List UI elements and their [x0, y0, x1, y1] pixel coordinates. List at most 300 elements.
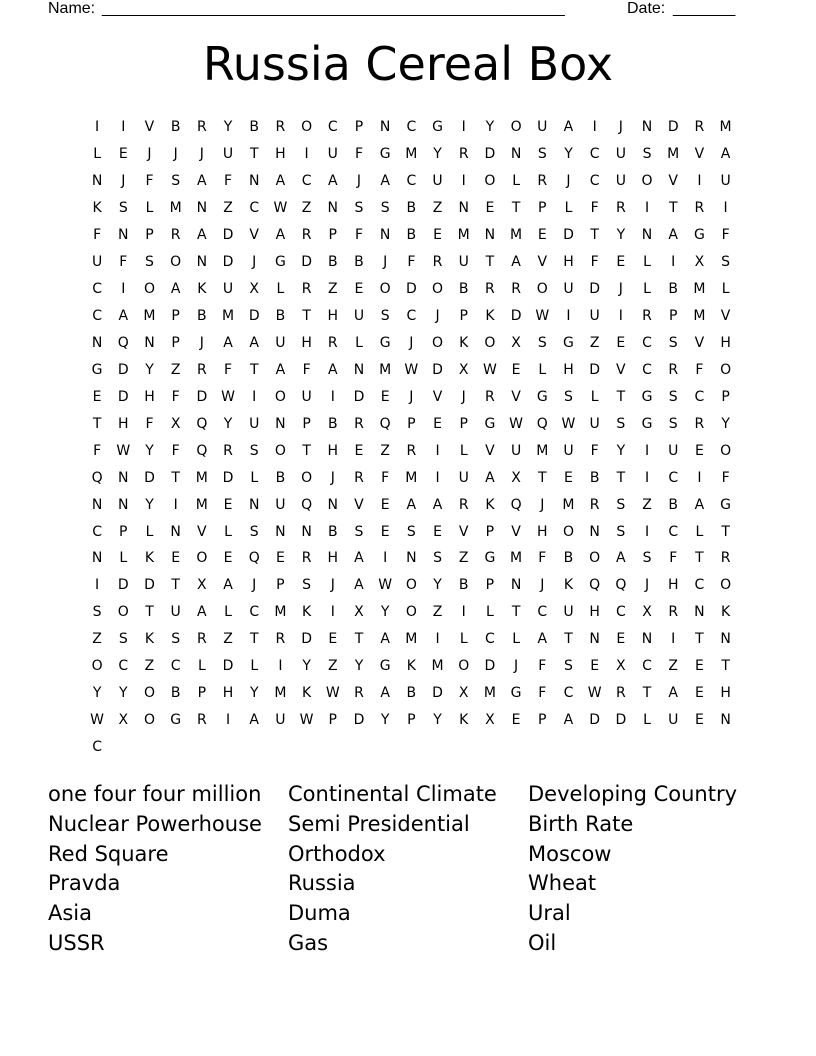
grid-letter[interactable]: D [301, 254, 312, 271]
grid-letter[interactable]: Q [117, 334, 129, 351]
grid-letter[interactable]: B [589, 469, 600, 486]
grid-letter[interactable]: B [563, 550, 574, 567]
grid-letter[interactable]: R [694, 415, 705, 432]
grid-letter[interactable]: K [485, 308, 495, 325]
grid-letter[interactable]: H [720, 334, 731, 351]
grid-letter[interactable]: I [278, 658, 283, 675]
grid-letter[interactable]: D [222, 469, 234, 486]
grid-letter[interactable]: R [615, 685, 626, 702]
grid-letter[interactable]: V [354, 496, 364, 513]
grid-letter[interactable]: D [144, 577, 155, 594]
grid-letter[interactable]: N [641, 631, 653, 648]
grid-letter[interactable]: Y [433, 146, 442, 163]
grid-letter[interactable]: A [563, 119, 574, 136]
grid-letter[interactable]: L [197, 658, 206, 675]
grid-letter[interactable]: B [668, 281, 679, 298]
grid-letter[interactable]: R [694, 200, 705, 217]
grid-letter[interactable]: O [562, 523, 574, 540]
grid-letter[interactable]: Y [380, 712, 390, 729]
grid-letter[interactable]: D [222, 254, 234, 271]
grid-letter[interactable]: Y [380, 604, 390, 621]
grid-letter[interactable]: D [405, 281, 417, 298]
grid-letter[interactable]: N [248, 173, 260, 190]
grid-letter[interactable]: D [589, 712, 601, 729]
grid-letter[interactable]: U [589, 415, 600, 432]
grid-letter[interactable]: G [720, 496, 732, 513]
grid-letter[interactable]: Y [145, 496, 154, 513]
grid-letter[interactable]: I [252, 388, 257, 405]
grid-letter[interactable]: N [91, 496, 103, 513]
grid-letter[interactable]: L [145, 200, 154, 217]
grid-letter[interactable]: V [144, 119, 155, 136]
grid-letter[interactable]: E [92, 388, 102, 405]
grid-letter[interactable]: J [514, 658, 519, 675]
grid-letter[interactable]: E [328, 631, 338, 648]
grid-letter[interactable]: F [171, 388, 180, 405]
grid-letter[interactable]: K [197, 281, 207, 298]
grid-letter[interactable]: O [720, 361, 732, 378]
grid-letter[interactable]: D [222, 227, 234, 244]
grid-letter[interactable]: U [720, 173, 731, 190]
grid-letter[interactable]: V [616, 361, 626, 378]
grid-letter[interactable]: R [301, 227, 312, 244]
grid-letter[interactable]: Y [119, 685, 128, 702]
grid-letter[interactable]: Q [510, 496, 522, 513]
grid-letter[interactable]: U [275, 712, 286, 729]
grid-letter[interactable]: E [354, 442, 364, 459]
grid-letter[interactable]: X [511, 469, 521, 486]
grid-letter[interactable]: D [353, 712, 365, 729]
grid-letter[interactable]: N [510, 577, 522, 594]
grid-letter[interactable]: H [327, 308, 339, 325]
grid-letter[interactable]: D [615, 712, 627, 729]
grid-letter[interactable]: A [197, 604, 207, 621]
grid-letter[interactable]: N [196, 254, 208, 271]
grid-letter[interactable]: W [561, 415, 576, 432]
grid-letter[interactable]: I [697, 173, 702, 190]
grid-letter[interactable]: C [170, 658, 181, 675]
grid-letter[interactable]: N [458, 200, 469, 217]
grid-letter[interactable]: Y [616, 442, 626, 459]
grid-letter[interactable]: L [250, 469, 259, 486]
grid-letter[interactable]: B [458, 577, 469, 594]
grid-letter[interactable]: G [170, 712, 182, 729]
grid-letter[interactable]: K [406, 658, 416, 675]
grid-letter[interactable]: C [301, 173, 312, 190]
grid-letter[interactable]: F [590, 254, 599, 271]
grid-letter[interactable]: D [196, 388, 208, 405]
grid-letter[interactable]: V [485, 442, 495, 459]
grid-letter[interactable]: W [299, 712, 314, 729]
grid-letter[interactable]: O [536, 281, 548, 298]
grid-letter[interactable]: H [563, 254, 574, 271]
grid-letter[interactable]: F [538, 658, 547, 675]
grid-letter[interactable]: E [223, 496, 233, 513]
grid-letter[interactable]: U [301, 388, 312, 405]
grid-letter[interactable]: H [589, 604, 600, 621]
grid-letter[interactable]: T [616, 469, 626, 486]
grid-letter[interactable]: M [562, 496, 575, 513]
grid-letter[interactable]: S [642, 146, 652, 163]
grid-letter[interactable]: A [563, 712, 574, 729]
grid-letter[interactable]: V [249, 227, 259, 244]
grid-letter[interactable]: D [353, 388, 365, 405]
grid-letter[interactable]: O [301, 469, 313, 486]
grid-letter[interactable]: A [327, 173, 338, 190]
grid-letter[interactable]: L [355, 334, 363, 351]
grid-letter[interactable]: N [694, 604, 705, 621]
grid-letter[interactable]: S [380, 200, 390, 217]
grid-letter[interactable]: N [275, 523, 286, 540]
grid-letter[interactable]: Z [589, 334, 600, 351]
grid-letter[interactable]: L [459, 631, 468, 648]
grid-letter[interactable]: F [145, 415, 154, 432]
grid-letter[interactable]: L [643, 712, 651, 729]
grid-letter[interactable]: O [91, 658, 103, 675]
grid-letter[interactable]: R [668, 604, 679, 621]
grid-letter[interactable]: A [720, 146, 731, 163]
grid-letter[interactable]: J [540, 496, 545, 513]
grid-letter[interactable]: S [564, 658, 573, 675]
grid-letter[interactable]: H [327, 550, 339, 567]
grid-letter[interactable]: T [721, 523, 730, 540]
grid-letter[interactable]: I [121, 119, 126, 136]
grid-letter[interactable]: E [564, 469, 573, 486]
grid-letter[interactable]: E [433, 523, 442, 540]
grid-letter[interactable]: T [695, 550, 704, 567]
grid-letter[interactable]: M [693, 308, 706, 325]
grid-letter[interactable]: C [249, 200, 260, 217]
grid-letter[interactable]: Y [564, 146, 573, 163]
grid-letter[interactable]: J [330, 577, 335, 594]
grid-letter[interactable]: A [197, 173, 207, 190]
grid-letter[interactable]: T [721, 658, 730, 675]
grid-letter[interactable]: T [642, 685, 652, 702]
grid-letter[interactable]: L [93, 146, 101, 163]
grid-letter[interactable]: A [380, 685, 390, 702]
grid-letter[interactable]: Y [92, 685, 102, 702]
grid-letter[interactable]: W [221, 388, 235, 405]
grid-letter[interactable]: S [249, 442, 259, 459]
grid-letter[interactable]: G [379, 334, 391, 351]
grid-letter[interactable]: T [668, 200, 678, 217]
grid-letter[interactable]: M [405, 631, 418, 648]
grid-letter[interactable]: N [641, 119, 653, 136]
grid-letter[interactable]: C [589, 173, 600, 190]
grid-letter[interactable]: H [301, 334, 312, 351]
grid-letter[interactable]: I [723, 200, 728, 217]
grid-letter[interactable]: S [616, 523, 626, 540]
grid-letter[interactable]: A [327, 361, 338, 378]
grid-letter[interactable]: S [616, 496, 626, 513]
grid-letter[interactable]: C [406, 119, 417, 136]
grid-letter[interactable]: D [117, 388, 129, 405]
grid-letter[interactable]: M [274, 604, 287, 621]
grid-letter[interactable]: E [380, 523, 390, 540]
grid-letter[interactable]: G [379, 146, 391, 163]
grid-letter[interactable]: A [275, 227, 286, 244]
grid-letter[interactable]: O [589, 550, 601, 567]
grid-letter[interactable]: X [354, 604, 364, 621]
grid-letter[interactable]: N [91, 550, 103, 567]
grid-letter[interactable]: A [432, 496, 443, 513]
grid-letter[interactable]: I [671, 254, 676, 271]
grid-letter[interactable]: M [483, 685, 496, 702]
grid-letter[interactable]: B [275, 469, 286, 486]
grid-letter[interactable]: S [406, 523, 416, 540]
grid-letter[interactable]: N [170, 523, 181, 540]
grid-letter[interactable]: A [223, 577, 233, 594]
grid-letter[interactable]: A [616, 550, 626, 567]
grid-letter[interactable]: H [327, 442, 339, 459]
grid-letter[interactable]: R [275, 631, 286, 648]
grid-letter[interactable]: A [275, 173, 286, 190]
grid-letter[interactable]: C [92, 308, 102, 325]
grid-letter[interactable]: X [616, 658, 626, 675]
grid-letter[interactable]: R [301, 550, 312, 567]
grid-letter[interactable]: C [406, 308, 417, 325]
grid-letter[interactable]: C [537, 604, 548, 621]
grid-letter[interactable]: O [143, 281, 155, 298]
grid-letter[interactable]: J [199, 334, 204, 351]
grid-letter[interactable]: G [641, 415, 653, 432]
grid-letter[interactable]: R [196, 712, 207, 729]
grid-letter[interactable]: F [538, 685, 547, 702]
grid-letter[interactable]: O [143, 712, 155, 729]
grid-letter[interactable]: P [302, 415, 311, 432]
grid-letter[interactable]: Q [91, 469, 103, 486]
grid-letter[interactable]: W [482, 361, 497, 378]
grid-letter[interactable]: M [510, 550, 523, 567]
grid-letter[interactable]: P [354, 119, 364, 136]
grid-letter[interactable]: E [511, 361, 521, 378]
grid-letter[interactable]: Z [668, 658, 679, 675]
grid-letter[interactable]: A [406, 496, 417, 513]
grid-letter[interactable]: D [510, 308, 522, 325]
grid-letter[interactable]: S [249, 523, 259, 540]
grid-letter[interactable]: I [330, 604, 335, 621]
grid-letter[interactable]: C [485, 631, 495, 648]
grid-letter[interactable]: B [354, 254, 364, 271]
grid-letter[interactable]: P [407, 415, 416, 432]
grid-letter[interactable]: P [538, 712, 547, 729]
grid-letter[interactable]: A [354, 577, 364, 594]
grid-letter[interactable]: P [328, 227, 337, 244]
grid-letter[interactable]: R [589, 496, 600, 513]
grid-letter[interactable]: S [302, 577, 312, 594]
grid-letter[interactable]: J [461, 388, 466, 405]
grid-letter[interactable]: O [720, 442, 732, 459]
grid-letter[interactable]: E [537, 227, 547, 244]
grid-letter[interactable]: U [668, 442, 679, 459]
grid-letter[interactable]: E [616, 254, 626, 271]
grid-letter[interactable]: O [196, 550, 208, 567]
grid-letter[interactable]: E [694, 685, 704, 702]
grid-letter[interactable]: T [695, 631, 704, 648]
grid-letter[interactable]: V [432, 388, 443, 405]
grid-letter[interactable]: Z [170, 361, 181, 378]
grid-letter[interactable]: Q [379, 415, 391, 432]
grid-letter[interactable]: P [721, 388, 730, 405]
grid-letter[interactable]: D [117, 577, 129, 594]
grid-letter[interactable]: J [618, 119, 623, 136]
grid-letter[interactable]: J [383, 254, 388, 271]
grid-letter[interactable]: O [170, 254, 182, 271]
grid-letter[interactable]: U [563, 442, 574, 459]
grid-letter[interactable]: Z [327, 281, 338, 298]
grid-letter[interactable]: Z [223, 200, 233, 217]
grid-letter[interactable]: J [540, 577, 545, 594]
grid-letter[interactable]: A [170, 281, 181, 298]
grid-letter[interactable]: D [667, 119, 679, 136]
grid-letter[interactable]: F [354, 227, 363, 244]
grid-letter[interactable]: I [461, 173, 466, 190]
grid-letter[interactable]: S [433, 550, 442, 567]
grid-letter[interactable]: F [354, 146, 363, 163]
grid-letter[interactable]: G [91, 361, 103, 378]
grid-letter[interactable]: W [509, 415, 524, 432]
grid-letter[interactable]: N [301, 523, 312, 540]
grid-letter[interactable]: F [302, 361, 311, 378]
grid-letter[interactable]: H [720, 685, 731, 702]
grid-letter[interactable]: R [406, 442, 417, 459]
grid-letter[interactable]: I [330, 388, 335, 405]
grid-letter[interactable]: I [566, 308, 571, 325]
grid-letter[interactable]: J [173, 146, 178, 163]
grid-letter[interactable]: U [510, 442, 522, 459]
grid-letter[interactable]: Z [223, 631, 233, 648]
grid-letter[interactable]: N [353, 361, 365, 378]
grid-letter[interactable]: M [536, 442, 549, 459]
grid-letter[interactable]: N [118, 469, 129, 486]
grid-letter[interactable]: A [249, 334, 259, 351]
grid-letter[interactable]: W [325, 685, 340, 702]
grid-letter[interactable]: Z [432, 604, 443, 621]
grid-letter[interactable]: X [642, 604, 652, 621]
grid-letter[interactable]: A [694, 496, 705, 513]
grid-letter[interactable]: G [432, 119, 443, 136]
grid-letter[interactable]: J [409, 388, 414, 405]
grid-letter[interactable]: M [667, 146, 680, 163]
grid-letter[interactable]: M [379, 361, 392, 378]
grid-letter[interactable]: H [144, 388, 155, 405]
grid-letter[interactable]: C [327, 119, 338, 136]
grid-letter[interactable]: O [405, 604, 417, 621]
grid-letter[interactable]: L [276, 281, 285, 298]
grid-letter[interactable]: C [563, 685, 574, 702]
grid-letter[interactable]: M [195, 469, 208, 486]
grid-letter[interactable]: U [275, 496, 286, 513]
grid-letter[interactable]: Z [92, 631, 102, 648]
grid-letter[interactable]: S [721, 254, 731, 271]
grid-letter[interactable]: E [694, 712, 704, 729]
grid-letter[interactable]: J [435, 308, 440, 325]
grid-letter[interactable]: F [590, 200, 599, 217]
grid-letter[interactable]: G [484, 550, 496, 567]
grid-letter[interactable]: W [90, 712, 105, 729]
grid-letter[interactable]: A [197, 227, 207, 244]
grid-letter[interactable]: O [405, 577, 417, 594]
grid-letter[interactable]: N [720, 712, 731, 729]
grid-letter[interactable]: W [273, 200, 288, 217]
grid-letter[interactable]: Q [589, 577, 601, 594]
grid-letter[interactable]: K [459, 712, 469, 729]
grid-letter[interactable]: J [566, 173, 571, 190]
grid-letter[interactable]: U [353, 308, 365, 325]
grid-letter[interactable]: B [249, 119, 260, 136]
grid-letter[interactable]: S [537, 334, 547, 351]
grid-letter[interactable]: M [405, 146, 418, 163]
grid-letter[interactable]: K [302, 685, 312, 702]
grid-letter[interactable]: A [249, 712, 259, 729]
grid-letter[interactable]: O [143, 685, 155, 702]
grid-letter[interactable]: L [721, 281, 730, 298]
grid-letter[interactable]: O [484, 173, 496, 190]
grid-letter[interactable]: Y [145, 361, 154, 378]
grid-letter[interactable]: W [378, 577, 393, 594]
grid-letter[interactable]: A [380, 631, 390, 648]
grid-letter[interactable]: P [197, 685, 207, 702]
grid-letter[interactable]: P [485, 577, 495, 594]
grid-letter[interactable]: U [589, 308, 600, 325]
grid-letter[interactable]: M [719, 119, 732, 136]
grid-letter[interactable]: F [695, 361, 704, 378]
grid-letter[interactable]: I [121, 281, 126, 298]
grid-letter[interactable]: I [592, 119, 597, 136]
grid-letter[interactable]: J [252, 577, 257, 594]
grid-letter[interactable]: Y [485, 119, 495, 136]
grid-letter[interactable]: R [354, 469, 364, 486]
grid-letter[interactable]: X [485, 712, 495, 729]
grid-letter[interactable]: P [145, 227, 154, 244]
grid-letter[interactable]: A [223, 334, 233, 351]
grid-letter[interactable]: F [171, 442, 180, 459]
grid-letter[interactable]: S [564, 388, 573, 405]
grid-letter[interactable]: G [274, 254, 286, 271]
grid-letter[interactable]: B [275, 308, 286, 325]
grid-letter[interactable]: U [170, 604, 181, 621]
grid-letter[interactable]: A [537, 631, 548, 648]
grid-letter[interactable]: R [327, 334, 338, 351]
grid-letter[interactable]: R [354, 415, 364, 432]
grid-letter[interactable]: H [537, 523, 548, 540]
grid-letter[interactable]: R [485, 388, 495, 405]
grid-letter[interactable]: R [720, 550, 731, 567]
grid-letter[interactable]: B [327, 415, 338, 432]
grid-letter[interactable]: B [406, 200, 417, 217]
grid-letter[interactable]: N [118, 227, 129, 244]
grid-letter[interactable]: R [275, 119, 286, 136]
grid-letter[interactable]: Z [458, 550, 469, 567]
grid-letter[interactable]: X [249, 281, 260, 298]
grid-letter[interactable]: R [668, 361, 679, 378]
grid-letter[interactable]: C [589, 146, 600, 163]
grid-letter[interactable]: C [668, 469, 679, 486]
grid-letter[interactable]: L [119, 550, 128, 567]
grid-letter[interactable]: C [615, 604, 626, 621]
grid-letter[interactable]: I [644, 200, 650, 217]
grid-letter[interactable]: I [435, 469, 440, 486]
grid-letter[interactable]: D [117, 361, 129, 378]
grid-letter[interactable]: Z [144, 658, 155, 675]
grid-letter[interactable]: G [484, 415, 496, 432]
grid-letter[interactable]: S [380, 308, 390, 325]
grid-letter[interactable]: B [327, 523, 338, 540]
grid-letter[interactable]: J [330, 469, 335, 486]
grid-letter[interactable]: T [249, 146, 259, 163]
grid-letter[interactable]: Q [196, 415, 208, 432]
grid-letter[interactable]: E [616, 631, 626, 648]
